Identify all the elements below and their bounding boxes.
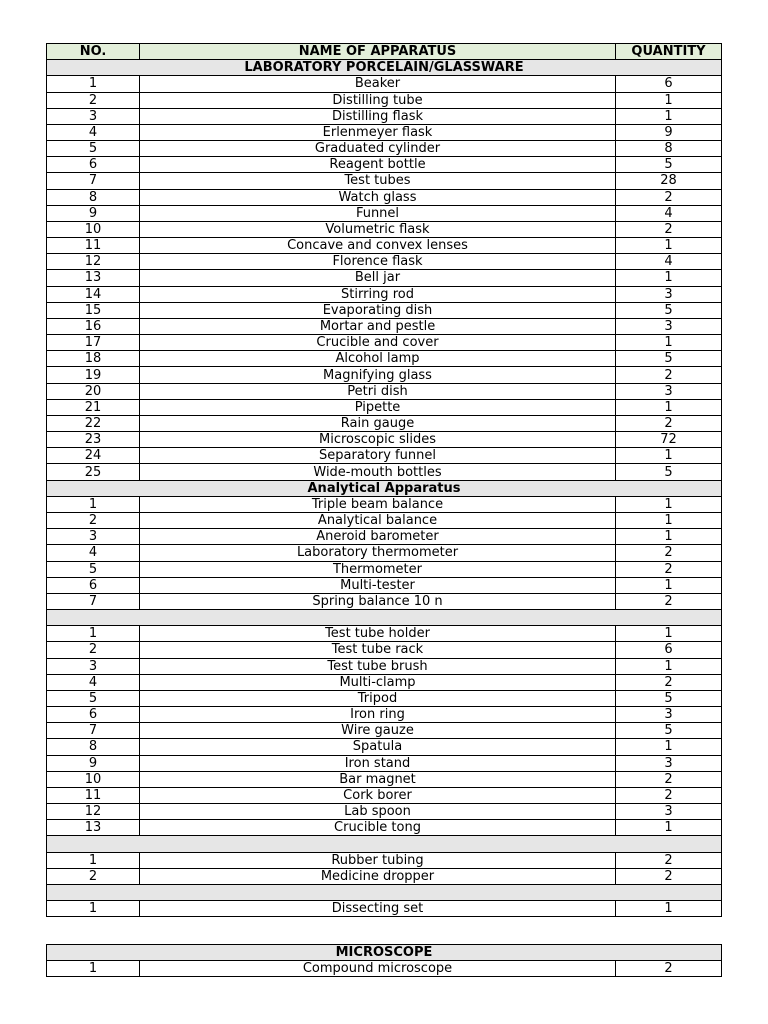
apparatus-quantity: 4 (616, 254, 722, 270)
apparatus-name: Spatula (140, 739, 616, 755)
table-row (47, 512, 722, 528)
table-row (47, 76, 722, 92)
column-header-quantity: QUANTITY (616, 44, 722, 60)
apparatus-name: Thermometer (140, 561, 616, 577)
apparatus-quantity: 72 (616, 432, 722, 448)
apparatus-name: Dissecting set (140, 901, 616, 917)
apparatus-name: Compound microscope (140, 961, 616, 977)
apparatus-quantity: 5 (616, 157, 722, 173)
apparatus-name: Magnifying glass (140, 367, 616, 383)
row-number: 6 (47, 157, 140, 173)
table-row (47, 901, 722, 917)
row-number: 7 (47, 593, 140, 609)
table-row (47, 221, 722, 237)
row-number: 11 (47, 787, 140, 803)
table-row (47, 593, 722, 609)
apparatus-table (46, 43, 722, 917)
apparatus-name: Crucible and cover (140, 335, 616, 351)
apparatus-name: Funnel (140, 205, 616, 221)
apparatus-quantity: 1 (616, 658, 722, 674)
table-row (47, 108, 722, 124)
row-number: 23 (47, 432, 140, 448)
apparatus-quantity: 1 (616, 739, 722, 755)
table-row (47, 804, 722, 820)
table-body (47, 60, 722, 917)
apparatus-name: Concave and convex lenses (140, 238, 616, 254)
apparatus-name: Test tube rack (140, 642, 616, 658)
apparatus-name: Test tube brush (140, 658, 616, 674)
row-number: 13 (47, 820, 140, 836)
apparatus-quantity: 2 (616, 545, 722, 561)
apparatus-name: Microscopic slides (140, 432, 616, 448)
apparatus-quantity: 3 (616, 318, 722, 334)
apparatus-name: Iron ring (140, 707, 616, 723)
apparatus-name: Distilling flask (140, 108, 616, 124)
section-title: LABORATORY PORCELAIN/GLASSWARE (47, 60, 722, 76)
column-header-no: NO. (47, 44, 140, 60)
row-number: 15 (47, 302, 140, 318)
table-row (47, 173, 722, 189)
apparatus-quantity: 2 (616, 852, 722, 868)
table-row (47, 189, 722, 205)
apparatus-name: Beaker (140, 76, 616, 92)
row-number: 14 (47, 286, 140, 302)
apparatus-name: Multi-tester (140, 577, 616, 593)
apparatus-name: Watch glass (140, 189, 616, 205)
apparatus-quantity: 5 (616, 723, 722, 739)
apparatus-quantity: 5 (616, 464, 722, 480)
apparatus-quantity: 9 (616, 124, 722, 140)
apparatus-quantity: 5 (616, 690, 722, 706)
table-row (47, 92, 722, 108)
apparatus-quantity: 1 (616, 512, 722, 528)
row-number: 22 (47, 415, 140, 431)
apparatus-quantity: 3 (616, 383, 722, 399)
section-title (47, 610, 722, 626)
row-number: 12 (47, 254, 140, 270)
row-number: 2 (47, 642, 140, 658)
row-number: 1 (47, 852, 140, 868)
row-number: 18 (47, 351, 140, 367)
row-number: 5 (47, 690, 140, 706)
table-row (47, 399, 722, 415)
row-number: 4 (47, 545, 140, 561)
table-row (47, 464, 722, 480)
table-row (47, 318, 722, 334)
row-number: 3 (47, 529, 140, 545)
table-row (47, 448, 722, 464)
apparatus-quantity: 2 (616, 221, 722, 237)
row-number: 21 (47, 399, 140, 415)
microscope-section-title: MICROSCOPE (47, 945, 722, 961)
apparatus-name: Laboratory thermometer (140, 545, 616, 561)
apparatus-name: Tripod (140, 690, 616, 706)
apparatus-quantity: 1 (616, 238, 722, 254)
row-number: 5 (47, 141, 140, 157)
row-number: 10 (47, 771, 140, 787)
apparatus-quantity: 1 (616, 92, 722, 108)
apparatus-quantity: 5 (616, 302, 722, 318)
row-number: 1 (47, 961, 140, 977)
apparatus-name: Volumetric flask (140, 221, 616, 237)
table-row (47, 286, 722, 302)
row-number: 20 (47, 383, 140, 399)
apparatus-quantity: 2 (616, 189, 722, 205)
apparatus-quantity: 1 (616, 529, 722, 545)
row-number: 4 (47, 124, 140, 140)
row-number: 3 (47, 658, 140, 674)
table-row (47, 739, 722, 755)
apparatus-quantity: 1 (616, 270, 722, 286)
apparatus-quantity: 2 (616, 561, 722, 577)
apparatus-name: Separatory funnel (140, 448, 616, 464)
section-header-row (47, 836, 722, 852)
table-row (47, 254, 722, 270)
apparatus-quantity: 4 (616, 205, 722, 221)
apparatus-quantity: 1 (616, 399, 722, 415)
row-number: 7 (47, 173, 140, 189)
apparatus-name: Wire gauze (140, 723, 616, 739)
apparatus-name: Crucible tong (140, 820, 616, 836)
table-row (47, 561, 722, 577)
column-header-name: NAME OF APPARATUS (140, 44, 616, 60)
apparatus-name: Rain gauge (140, 415, 616, 431)
table-row (47, 755, 722, 771)
apparatus-name: Mortar and pestle (140, 318, 616, 334)
row-number: 2 (47, 512, 140, 528)
apparatus-quantity: 2 (616, 367, 722, 383)
table-row (47, 626, 722, 642)
table-row (47, 367, 722, 383)
apparatus-name: Lab spoon (140, 804, 616, 820)
section-title: Analytical Apparatus (47, 480, 722, 496)
apparatus-quantity: 2 (616, 771, 722, 787)
row-number: 5 (47, 561, 140, 577)
apparatus-name: Triple beam balance (140, 496, 616, 512)
section-header-row (47, 610, 722, 626)
row-number: 19 (47, 367, 140, 383)
apparatus-name: Pipette (140, 399, 616, 415)
table-row (47, 238, 722, 254)
section-header-row (47, 480, 722, 496)
row-number: 1 (47, 76, 140, 92)
table-row (47, 335, 722, 351)
apparatus-quantity: 1 (616, 626, 722, 642)
section-title (47, 836, 722, 852)
apparatus-quantity: 1 (616, 901, 722, 917)
table-row (47, 674, 722, 690)
table-row (47, 141, 722, 157)
apparatus-quantity: 3 (616, 804, 722, 820)
table-row (47, 545, 722, 561)
row-number: 6 (47, 577, 140, 593)
row-number: 8 (47, 739, 140, 755)
apparatus-quantity: 1 (616, 820, 722, 836)
table-row (47, 787, 722, 803)
row-number: 1 (47, 626, 140, 642)
row-number: 4 (47, 674, 140, 690)
table-row (47, 852, 722, 868)
row-number: 10 (47, 221, 140, 237)
apparatus-name: Florence flask (140, 254, 616, 270)
row-number: 6 (47, 707, 140, 723)
apparatus-quantity: 2 (616, 787, 722, 803)
apparatus-quantity: 2 (616, 868, 722, 884)
apparatus-name: Evaporating dish (140, 302, 616, 318)
apparatus-name: Rubber tubing (140, 852, 616, 868)
apparatus-name: Spring balance 10 n (140, 593, 616, 609)
microscope-table-body (47, 961, 722, 977)
table-row (47, 415, 722, 431)
table-row (47, 577, 722, 593)
table-row (47, 707, 722, 723)
apparatus-name: Cork borer (140, 787, 616, 803)
apparatus-name: Bell jar (140, 270, 616, 286)
section-header-row (47, 884, 722, 900)
row-number: 24 (47, 448, 140, 464)
row-number: 1 (47, 901, 140, 917)
apparatus-quantity: 3 (616, 755, 722, 771)
apparatus-name: Distilling tube (140, 92, 616, 108)
table-row (47, 658, 722, 674)
table-row (47, 496, 722, 512)
apparatus-name: Graduated cylinder (140, 141, 616, 157)
apparatus-quantity: 5 (616, 351, 722, 367)
apparatus-name: Alcohol lamp (140, 351, 616, 367)
table-row (47, 690, 722, 706)
row-number: 9 (47, 205, 140, 221)
row-number: 17 (47, 335, 140, 351)
section-header-row (47, 60, 722, 76)
apparatus-quantity: 1 (616, 335, 722, 351)
row-number: 25 (47, 464, 140, 480)
apparatus-quantity: 28 (616, 173, 722, 189)
apparatus-name: Erlenmeyer flask (140, 124, 616, 140)
apparatus-name: Reagent bottle (140, 157, 616, 173)
row-number: 7 (47, 723, 140, 739)
apparatus-quantity: 8 (616, 141, 722, 157)
apparatus-name: Stirring rod (140, 286, 616, 302)
table-row (47, 771, 722, 787)
apparatus-quantity: 1 (616, 577, 722, 593)
apparatus-quantity: 3 (616, 707, 722, 723)
row-number: 1 (47, 496, 140, 512)
row-number: 12 (47, 804, 140, 820)
apparatus-quantity: 6 (616, 76, 722, 92)
row-number: 8 (47, 189, 140, 205)
apparatus-name: Wide-mouth bottles (140, 464, 616, 480)
row-number: 2 (47, 92, 140, 108)
table-row (47, 961, 722, 977)
apparatus-name: Test tubes (140, 173, 616, 189)
apparatus-name: Bar magnet (140, 771, 616, 787)
apparatus-name: Iron stand (140, 755, 616, 771)
microscope-section-header (47, 945, 722, 961)
table-row (47, 383, 722, 399)
table-row (47, 432, 722, 448)
row-number: 2 (47, 868, 140, 884)
apparatus-quantity: 1 (616, 496, 722, 512)
row-number: 3 (47, 108, 140, 124)
microscope-table (46, 944, 722, 977)
table-row (47, 820, 722, 836)
table-row (47, 302, 722, 318)
table-row (47, 723, 722, 739)
apparatus-quantity: 2 (616, 593, 722, 609)
apparatus-quantity: 6 (616, 642, 722, 658)
apparatus-name: Medicine dropper (140, 868, 616, 884)
table-header-row (47, 44, 722, 60)
table-row (47, 124, 722, 140)
row-number: 9 (47, 755, 140, 771)
table-row (47, 205, 722, 221)
table-row (47, 351, 722, 367)
apparatus-name: Test tube holder (140, 626, 616, 642)
apparatus-quantity: 2 (616, 961, 722, 977)
apparatus-name: Analytical balance (140, 512, 616, 528)
apparatus-name: Petri dish (140, 383, 616, 399)
table-row (47, 868, 722, 884)
section-title (47, 884, 722, 900)
row-number: 11 (47, 238, 140, 254)
apparatus-quantity: 3 (616, 286, 722, 302)
table-row (47, 529, 722, 545)
apparatus-quantity: 1 (616, 448, 722, 464)
row-number: 13 (47, 270, 140, 286)
apparatus-name: Multi-clamp (140, 674, 616, 690)
table-row (47, 270, 722, 286)
apparatus-name: Aneroid barometer (140, 529, 616, 545)
apparatus-quantity: 1 (616, 108, 722, 124)
apparatus-quantity: 2 (616, 674, 722, 690)
apparatus-quantity: 2 (616, 415, 722, 431)
row-number: 16 (47, 318, 140, 334)
table-row (47, 642, 722, 658)
table-row (47, 157, 722, 173)
